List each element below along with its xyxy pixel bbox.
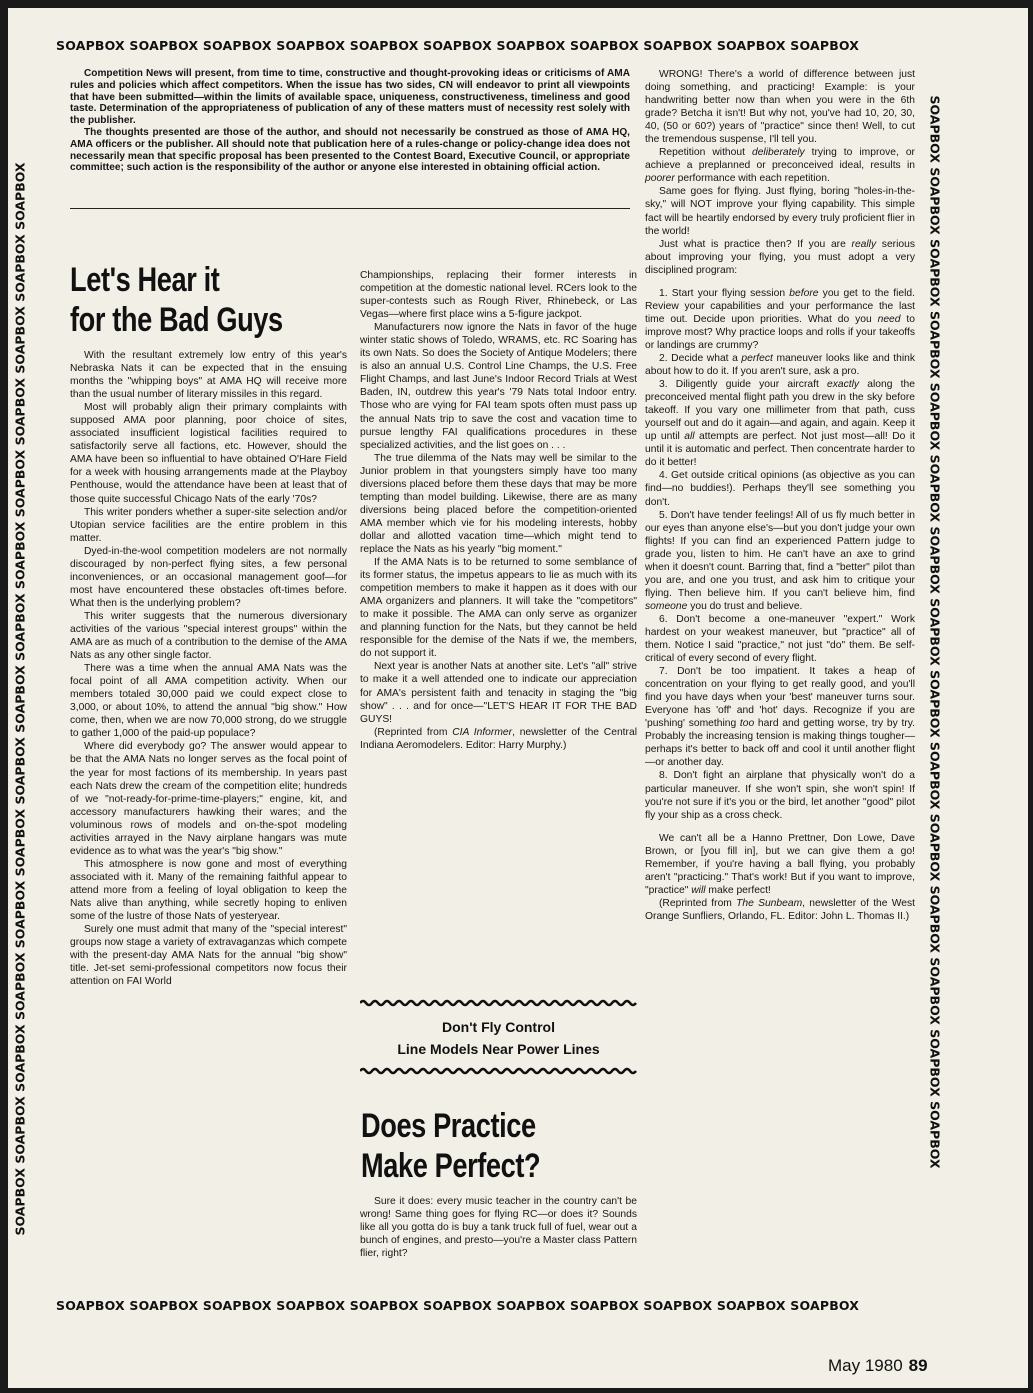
intro-paragraph: Competition News will present, from time to time, constructive and thought-provoking ideas or criticisms of AMA rules and policies which affect competitors. When the issue has two sides, CN will endeavor to print all viewpoints that have been submitted—within the limits of available space, uniqueness, constructiveness, timeliness and good taste. Determination of the appropriateness of publication of any of these matters must of necessity rest solely with the publisher. [70, 68, 630, 127]
page-number: 89 [908, 1356, 928, 1375]
body-paragraph: Just what is practice then? If you are really serious about improving your flying, you must adopt a very disciplined program: [645, 238, 915, 276]
editorial-intro [70, 68, 630, 174]
practice-step: 8. Don't fight an airplane that physically won't do a particular maneuver. If she won't spin, she won't spin! If you're not sure if it's you or the bird, let another "good" pilot fly your ship as a cross check. [645, 770, 915, 821]
article1-headline: Let's Hear it for the Bad Guys [70, 261, 283, 339]
article2-lead-column [360, 1195, 637, 1260]
practice-step: 5. Don't have tender feelings! All of us fly much better in our eyes than anyone else's—but you don't judge your own flights! If you can find an experienced Pattern judge to grade you, listen to him. He can't have an axe to grind when it doesn't count. Barring that, find a "better" pilot than you are, and one you trust, and ask him to critique your flying. Then believe him. If you can't believe him, find someone you do trust and believe. [645, 509, 915, 612]
body-paragraph: This writer ponders whether a super-site selection and/or Utopian service facilities are the entire problem in this matter. [70, 506, 347, 544]
practice-step: 1. Start your flying session before you get to the field. Review your capabilities and your performance the last time out. Decide upon priorities. What do you need to improve most? Why practice loops and rolls if your takeoffs or landings are crummy? [645, 287, 916, 351]
body-paragraph: With the resultant extremely low entry of this year's Nebraska Nats it can be expected that in the ensuing months the "whipping boys" at AMA HQ will receive more than the usual number of literary missiles in this regard. [70, 350, 347, 401]
soapbox-band-bottom-wrap [56, 1298, 926, 1313]
article1-column1 [70, 349, 347, 988]
body-paragraph: This writer suggests that the numerous diversionary activities of the various "special interest groups" within the AMA are as much of a contribution to the demise of the AMA Nats as any other single factor. [70, 610, 347, 662]
body-paragraph: Manufacturers now ignore the Nats in favor of the huge winter static shows of Toledo, WRAMS, etc. RC Soaring has its own Nats. So does the Society of Antique Modelers; there is also an annual U.S. Control Line Champs, the U.S. Free Flight Champs, and last June's Indoor Record Trials at West Baden, IN, outdrew this year's '79 Nats total Indoor entry. Those who are vying for FAI team spots often must pass up the annual Nats trip to save the cost and vacation time to pursue lengthy FAI qualifications procedures in these specialized activities, and the list goes on . . . [360, 322, 637, 451]
body-paragraph: Dyed-in-the-wool competition modelers are not normally discouraged by non-perfect flying sites, a few personal inconveniences, or an occasional management goof—for most have encountered these obstacles oft-times before. What then is the underlying problem? [70, 545, 347, 609]
page-footer [828, 1356, 928, 1376]
magazine-page [8, 8, 1028, 1388]
notice-line: Don't Fly Control [442, 1019, 555, 1035]
body-paragraph: Next year is another Nats at another site. Let's "all" strive to make it a well attended one to indicate our appreciation for AMA's persistent faith and tenacity in staging the "big show" . . . and for once—"LET'S HEAR IT FOR THE BAD GUYS! [360, 661, 637, 725]
soapbox-band-left: SOAPBOX SOAPBOX SOAPBOX SOAPBOX SOAPBOX SOAPBOX SOAPBOX SOAPBOX SOAPBOX SOAPBOX SOAPBOX SOAPBOX SOAPBOX SOAPBOX SOAPBOX [12, 162, 28, 1236]
article2-column3 [645, 68, 915, 923]
article2-credit: (Reprinted from The Sunbeam, newsletter of the West Orange Sunfliers, Orlando, FL. Editor: John L. Thomas II.) [645, 897, 915, 922]
safety-notice [360, 998, 637, 1076]
intro-paragraph: The thoughts presented are those of the author, and should not necessarily be construed as those of AMA HQ, AMA officers or the publisher. All should note that publication here of a rules-change or policy-change idea does not necessarily mean that specific proposal has been presented to the Contest Board, Executive Council, or appropriate committee; such action is the responsibility of the author or anyone else interested in obtaining official action. [70, 126, 630, 174]
body-paragraph: Same goes for flying. Just flying, boring "holes-in-the-sky," will NOT improve your flying capability. This simple fact will be heartily endorsed by every truly proficient flier in the world! [645, 186, 915, 237]
article1-credit: (Reprinted from CIA Informer, newsletter of the Central Indiana Aeromodelers. Editor: Harry Murphy.) [360, 726, 637, 751]
wavy-rule-top [360, 998, 637, 1008]
article2-headline: Does Practice Make Perfect? [361, 1107, 541, 1185]
body-paragraph: There was a time when the annual AMA Nats was the focal point of all AMA competition activity. When our members totaled 30,000 paid we could expect close to 3,000, or about 10%, to attend the annual "big show." How come, then, when we are now 70,000 strong, do we struggle to gather 1,000 of the paid-up populace? [70, 663, 347, 740]
body-paragraph: This atmosphere is now gone and most of everything associated with it. Many of the remaining faithful appear to attend more from a feeling of loyal obligation to keep the Nats alive than anything, while secretly hoping to enliven some of the lustre of those Nats of yesteryear. [70, 858, 347, 923]
body-paragraph: Championships, replacing their former interests in competition at the domestic national level. RCers look to the super-contests such as Rough River, Rhinebeck, or Las Vegas—where first place wins a 5-figure jackpot. [360, 270, 637, 321]
body-paragraph: The true dilemma of the Nats may well be similar to the Junior problem in that youngsters simply have too many diversions placed before them these days that may be more tempting than model building. Likewise, there are as many diversions being placed before the competition-oriented AMA member which vie for his modeling interests, hobby dollar and allotted vacation time—which might tend to replace the Nats as his yearly "big moment." [360, 452, 637, 555]
body-paragraph: WRONG! There's a world of difference between just doing something, and practicing! Example: is your handwriting better now than when you were in the 6th grade? Betcha it isn't! But why not, you've had 10, 20, 30, 40, (50 or 60?) years of "practice" since then! Well, to cut the tremendous suspense, I'll tell you. [645, 69, 915, 146]
practice-step: 3. Diligently guide your aircraft exactly along the preconceived mental flight path you drew in the sky before takeoff. If you vary one millimeter from that path, cuss yourself out and do it again—and again, and again. Keep it up until all attempts are perfect. Not just most—all! Do it until it is automatic and perfect. Then concentrate harder to do it better! [645, 379, 915, 469]
soapbox-band-top: SOAPBOX SOAPBOX SOAPBOX SOAPBOX SOAPBOX SOAPBOX SOAPBOX SOAPBOX SOAPBOX SOAPBOX SOAPBOX [56, 38, 860, 53]
body-paragraph: If the AMA Nats is to be returned to some semblance of its former status, the impetus appears to lie as much with its competition members to make it happen as it does with our AMA organizers and planners. It will take the "competitors" to make it possible. The AMA can only serve as organizer and planning function for the Nats, but they cannot be held responsible for the demise of the Nats if we, the members, do not support it. [360, 557, 637, 660]
intro-divider [70, 208, 630, 209]
issue-date: May 1980 [828, 1356, 903, 1375]
soapbox-band-bottom: SOAPBOX SOAPBOX SOAPBOX SOAPBOX SOAPBOX SOAPBOX SOAPBOX SOAPBOX SOAPBOX SOAPBOX SOAPBOX [56, 1298, 860, 1313]
body-paragraph: Surely one must admit that many of the "special interest" groups now stage a variety of extravaganzas which compete with the present-day AMA Nats for the annual "big show" title. Jet-set semi-professional competitors now focus their attention on FAI World [70, 924, 347, 988]
soapbox-band-right: SOAPBOX SOAPBOX SOAPBOX SOAPBOX SOAPBOX SOAPBOX SOAPBOX SOAPBOX SOAPBOX SOAPBOX SOAPBOX SOAPBOX SOAPBOX SOAPBOX SOAPBOX [927, 95, 943, 1169]
body-paragraph: Repetition without deliberately trying to improve, or achieve a preplanned or preconceived ideal, results in poorer performance with each repetition. [645, 147, 915, 185]
practice-step: 2. Decide what a perfect maneuver looks like and think about how to do it. If you aren't sure, ask a pro. [645, 352, 915, 378]
body-paragraph: We can't all be a Hanno Prettner, Don Lowe, Dave Brown, or [you fill in], but we can give them a go! Remember, if you're having a ball flying, you probably aren't "practicing." That's work! But if you want to improve, "practice" will make perfect! [645, 832, 915, 896]
notice-line: Line Models Near Power Lines [397, 1041, 600, 1057]
wavy-rule-bottom [360, 1066, 637, 1076]
body-paragraph: Sure it does: every music teacher in the country can't be wrong! Same thing goes for flying RC—or does it? Sounds like all you gotta do is buy a tank truck full of fuel, wear out a bunch of engines, and presto—you're a Master class Pattern flier, right? [360, 1196, 637, 1260]
article1-column2 [360, 269, 637, 752]
body-paragraph: Most will probably align their primary complaints with supposed AMA poor planning, poor choice of sites, associated insufficient logistical facilities required to satisfactorily serve all factions, etc. However, should the AMA have been so influential to have obtained O'Hare Field for a week with housing arrangements made at the Playboy Penthouse, would the attendance have been at least that of those quite successful Chicago Nats of the early '70s? [70, 402, 347, 505]
practice-step: 4. Get outside critical opinions (as objective as you can find—no buddies!). Perhaps they'll see something you don't. [645, 470, 915, 508]
practice-step: 6. Don't become a one-maneuver "expert." Work hardest on your weakest maneuver, but "practice" all of them. Notice I said "practice," not just "do" them. Be self-critical of every second of every flight. [645, 613, 915, 665]
practice-step: 7. Don't be too impatient. It takes a heap of concentration on your flying to get really good, and you'll find you have days when your 'best' maneuver turns sour. Everyone has 'off' and 'hot' days. Recognize if you are 'pushing' something too hard and getting worse, try by try. Probably the increasing tension is making things tougher—perhaps it's better to back off and cool it until another flight—or another day. [645, 666, 915, 769]
body-paragraph: Where did everybody go? The answer would appear to be that the AMA Nats no longer serves as the focal point of the year for most factions of its membership. In years past each Nats drew the cream of the competition elite; hundreds of we "not-ready-for-prime-time-players;" engine, kit, and accessory manufacturers hawking their wares; and the voluminous rows of models and on-the-spot modeling activities arrayed in the Navy airplane hangars was mute evidence as to what was the year's "big show." [70, 741, 347, 857]
